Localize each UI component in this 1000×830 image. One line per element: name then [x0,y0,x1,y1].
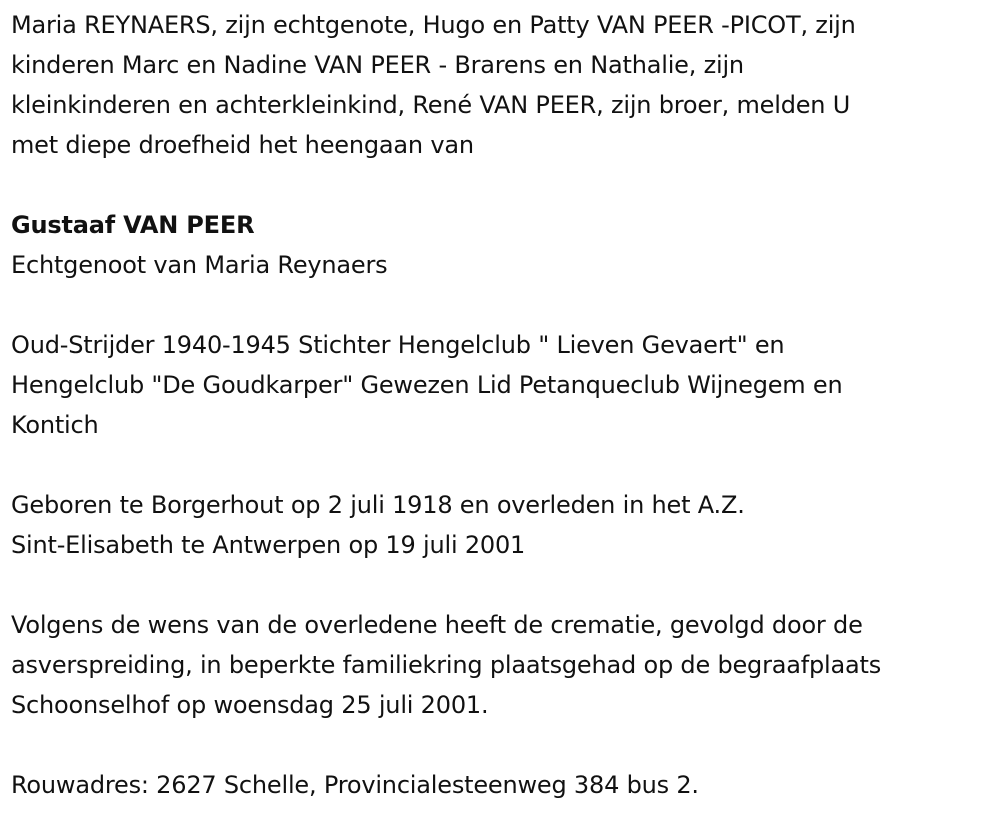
text-line: asverspreiding, in beperkte familiekring plaatsgehad op de begraafplaats [11,651,882,679]
text-line: Oud-Strijder 1940-1945 Stichter Hengelclub " Lieven Gevaert" en [11,331,785,359]
text-line: Sint-Elisabeth te Antwerpen op 19 juli 2001 [11,531,526,559]
affiliations [11,325,996,445]
text-line: Geboren te Borgerhout op 2 juli 1918 en overleden in het A.Z. [11,491,745,519]
cremation-details [11,605,996,725]
birth-death-details [11,485,996,565]
deceased-name: Gustaaf VAN PEER [11,211,255,239]
mourning-address: Rouwadres: 2627 Schelle, Provincialesteenweg 384 bus 2. [11,771,699,799]
family-announcement [11,5,996,165]
text-line: kinderen Marc en Nadine VAN PEER - Brarens en Nathalie, zijn [11,51,744,79]
text-line: Volgens de wens van de overledene heeft de crematie, gevolgd door de [11,611,863,639]
text-line: met diepe droefheid het heengaan van [11,131,474,159]
spouse-line: Echtgenoot van Maria Reynaers [11,251,388,279]
text-line: Hengelclub "De Goudkarper" Gewezen Lid Petanqueclub Wijnegem en [11,371,843,399]
text-line: kleinkinderen en achterkleinkind, René VAN PEER, zijn broer, melden U [11,91,851,119]
text-line: Maria REYNAERS, zijn echtgenote, Hugo en Patty VAN PEER -PICOT, zijn [11,11,856,39]
text-line: Schoonselhof op woensdag 25 juli 2001. [11,691,489,719]
obituary-notice [11,5,996,805]
text-line: Kontich [11,411,99,439]
